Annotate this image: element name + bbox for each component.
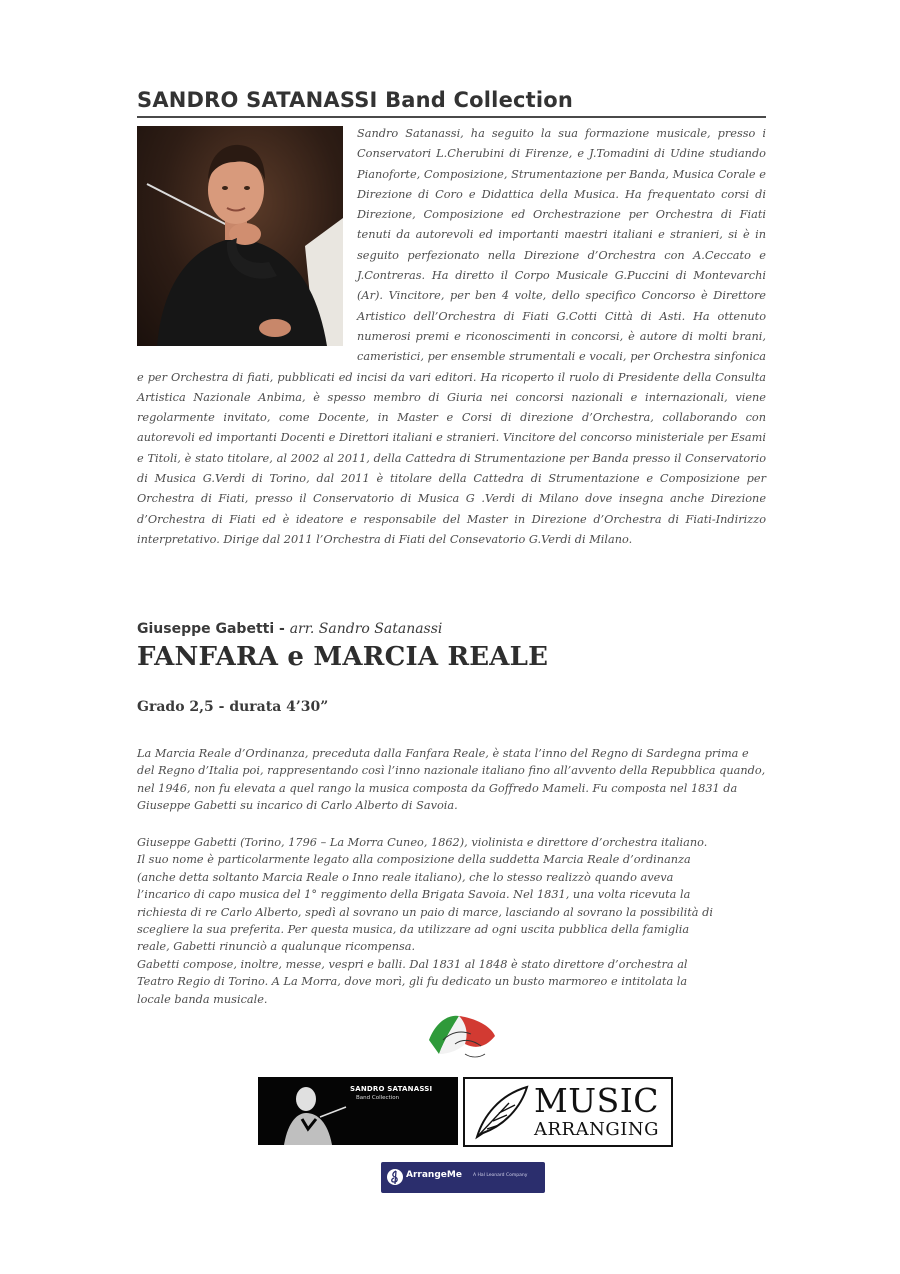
piece-title: FANFARA e MARCIA REALE (137, 642, 549, 672)
description-line: Giuseppe Gabetti (Torino, 1796 – La Morra Cuneo, 1862), violinista e direttore d’orchestra italiano. (137, 836, 708, 849)
author-biography (137, 124, 766, 550)
description-paragraph-1: La Marcia Reale d’Ordinanza, preceduta dalla Fanfara Reale, è stata l’inno del Regno di Sardegna prima e del Regno d’Italia poi, rappresentando così l’inno nazionale italiano fino all’avvento della Repubblica quando, nel 1946, non fu elevata a quel rango la musica composta da Goffredo Mameli. Fu composta nel 1831 da Giuseppe Gabetti su incarico di Carlo Alberto di Savoia. (137, 747, 766, 813)
photo-float-spacer (137, 124, 343, 350)
description-line: Il suo nome è particolarmente legato alla composizione della suddetta Marcia Reale d’ordinanza (137, 853, 691, 867)
description-line: Gabetti compose, inoltre, messe, vespri e balli. Dal 1831 al 1848 è stato direttore d’orchestra al (137, 957, 688, 971)
description-line: locale banda musicale. (137, 992, 268, 1006)
band-collection-subtitle: Band Collection (356, 1095, 400, 1101)
composer-name: Giuseppe Gabetti (137, 621, 275, 637)
composer-separator: - (274, 621, 290, 637)
music-wordmark: MUSIC (534, 1081, 659, 1120)
conductor-silhouette-icon (258, 1077, 348, 1145)
description-line: scegliere la sua preferita. Per questa musica, da utilizzare ad ogni uscita pubblica della famiglia (137, 923, 690, 937)
arranging-wordmark: ARRANGING (534, 1119, 659, 1140)
description-line: richiesta di re Carlo Alberto, spedì al sovrano un paio di marce, lasciando al sovrano la possibilità di (137, 905, 713, 919)
arrangeme-logo (381, 1162, 545, 1193)
music-arranging-logo (463, 1077, 673, 1147)
description-paragraph-2 (137, 834, 766, 1008)
description-line: reale, Gabetti rinunciò a qualunque ricompensa. (137, 940, 416, 954)
title-divider (137, 116, 766, 118)
description-line: (anche detta soltanto Marcia Reale o Inno reale italiano), che lo stesso realizzò quando aveva (137, 870, 674, 884)
description-line: l’incarico di capo musica del 1° reggimento della Brigata Savoia. Nel 1831, una volta ricevuta la (137, 888, 691, 902)
arranger-credit: arr. Sandro Satanassi (289, 621, 443, 637)
arrangeme-tagline: A Hal Leonard Company (473, 1173, 528, 1178)
arrangeme-name: ArrangeMe (406, 1170, 462, 1180)
quill-pen-icon (469, 1081, 533, 1143)
band-collection-name: SANDRO SATANASSI (350, 1085, 433, 1093)
collection-title: SANDRO SATANASSI Band Collection (137, 88, 574, 112)
treble-clef-icon (386, 1168, 404, 1186)
band-collection-logo (258, 1077, 458, 1145)
grade-duration: Grado 2,5 - durata 4’30” (137, 699, 329, 715)
biography-text: Sandro Satanassi, ha seguito la sua formazione musicale, presso i Conservatori L.Cherubini di Firenze, e J.Tomadini di Udine studiando Pianoforte, Composizione, Strumentazione per Banda, Musica Corale e Direzione di Coro e Didattica della Musica. Ha frequentato corsi di Direzione, Composizione ed Orchestrazione per Orchestra di Fiati tenuti da autorevoli ed importanti maestri italiani e stranieri, si è in seguito perfezionato nella Direzione d’Orchestra con A.Ceccato e J.Contreras. Ha diretto il Corpo Musicale G.Puccini di Montevarchi (Ar). Vincitore, per ben 4 volte, dello specifico Concorso è Direttore Artistico dell’Orchestra di Fiati G.Cotti Città di Asti. Ha ottenuto numerosi premi e riconoscimenti in concorsi, è autore di molti brani, cameristici, per ensemble strumentali e vocali, per Orchestra sinfonica e per Orchestra di fiati, pubblicati ed incisi da vari editori. Ha ricoperto il ruolo di Presidente della Consulta Artistica Nazionale Anbima, è spesso membro di Giuria nei concorsi nazionali e internazionali, viene regolarmente invitato, come Docente, in Master e Corsi di direzione d’Orchestra, collaborando con autorevoli ed importanti Docenti e Direttori italiani e stranieri. Vincitore del concorso ministeriale per Esami e Titoli, è stato titolare, al 2002 al 2011, della Cattedra di Strumentazione per Banda presso il Conservatorio di Musica G.Verdi di Torino, dal 2011 è titolare della Cattedra di Strumentazione e Composizione per Orchestra di Fiati, presso il Conservatorio di Musica G .Verdi di Milano dove insegna anche Direzione d’Orchestra di Fiati ed è ideatore e responsabile del Master in Direzione d’Orchestra di Fiati-Indirizzo interpretativo. Dirige dal 2011 l’Orchestra di Fiati del Consevatorio G.Verdi di Milano. (137, 127, 766, 546)
description-line: Teatro Regio di Torino. A La Morra, dove morì, gli fu dedicato un busto marmoreo e intitolata la (137, 975, 688, 989)
italian-flag-signature-logo (425, 1010, 499, 1064)
composer-arranger-line (137, 621, 442, 637)
